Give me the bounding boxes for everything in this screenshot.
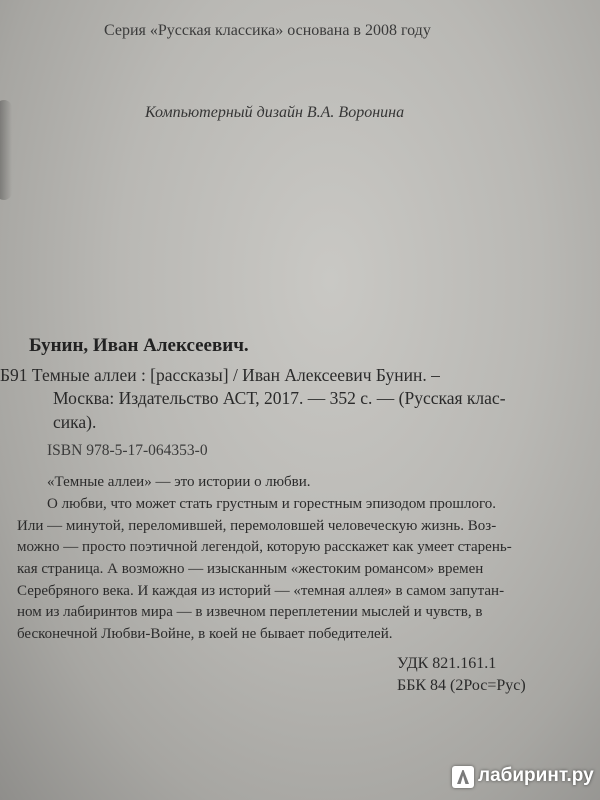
isbn-number: ISBN 978-5-17-064353-0 — [47, 442, 208, 459]
annotation-line: «Темные аллеи» — это истории о любви. — [47, 474, 311, 490]
bbk-code: ББК 84 (2Рос=Рус) — [397, 677, 526, 694]
annotation-line: кая страница. А возможно — изысканным «жестоким романсом» времен — [17, 561, 484, 577]
page-fold-shadow — [0, 100, 12, 200]
labirint-logo-icon — [452, 766, 474, 788]
annotation-line: бесконечной Любви-Войне, в коей не бывает победителей. — [17, 626, 393, 642]
annotation-line: О любви, что может стать грустным и горестным эпизодом прошлого. — [47, 496, 496, 512]
bibliographic-line: Москва: Издательство АСТ, 2017. — 352 с. — (Русская клас- — [53, 388, 506, 408]
annotation-line: можно — просто поэтичной легендой, которую расскажет как умеет старень- — [17, 539, 512, 555]
annotation-line: Или — минутой, переломившей, перемоловшей человеческую жизнь. Воз- — [17, 518, 497, 534]
watermark-text: лабиринт.ру — [478, 765, 594, 786]
series-line: Серия «Русская классика» основана в 2008 году — [104, 22, 431, 39]
author-heading: Бунин, Иван Алексеевич. — [29, 335, 249, 356]
udk-code: УДК 821.161.1 — [397, 655, 497, 672]
design-credit: Компьютерный дизайн В.А. Воронина — [145, 104, 405, 121]
bibliographic-line: сика). — [53, 412, 97, 432]
bibliographic-line: Б91 Темные аллеи : [рассказы] / Иван Алексеевич Бунин. – — [0, 365, 440, 385]
annotation-line: ном из лабиринтов мира — в извечном переплетении мыслей и чувств, в — [17, 604, 483, 620]
annotation-line: Серебряного века. И каждая из историй — «темная аллея» в самом запутан- — [17, 583, 505, 599]
